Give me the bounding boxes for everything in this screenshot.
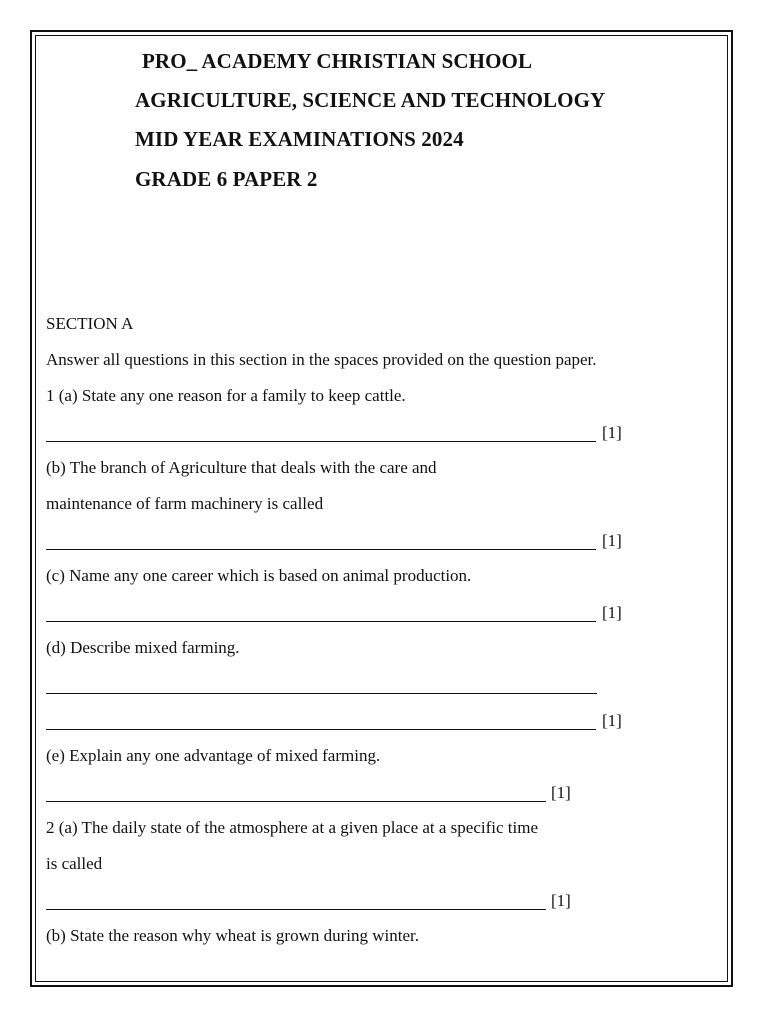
- question-1b-line1: (b) The branch of Agriculture that deals with the care and: [46, 458, 437, 477]
- marks-1a: [1]: [602, 423, 622, 442]
- answer-line-1b[interactable]: [46, 549, 596, 550]
- question-1b-line2: maintenance of farm machinery is called: [46, 494, 324, 513]
- question-1a: 1 (a) State any one reason for a family to keep cattle.: [46, 386, 406, 405]
- question-1c: (c) Name any one career which is based on animal production.: [46, 566, 472, 585]
- answer-line-1d-first[interactable]: [46, 693, 597, 694]
- exam-title: MID YEAR EXAMINATIONS 2024: [135, 127, 464, 151]
- section-title: SECTION A: [46, 314, 134, 333]
- marks-2a: [1]: [551, 891, 571, 910]
- question-2b: (b) State the reason why wheat is grown during winter.: [46, 926, 419, 945]
- question-2a-line2: is called: [46, 854, 103, 873]
- answer-line-1d-second[interactable]: [46, 729, 596, 730]
- marks-1d: [1]: [602, 711, 622, 730]
- marks-1e: [1]: [551, 783, 571, 802]
- question-2a-line1: 2 (a) The daily state of the atmosphere at a given place at a specific time: [46, 818, 539, 837]
- answer-line-1a[interactable]: [46, 441, 596, 442]
- answer-line-2a[interactable]: [46, 909, 546, 910]
- subject-title: AGRICULTURE, SCIENCE AND TECHNOLOGY: [135, 88, 606, 112]
- grade-paper: GRADE 6 PAPER 2: [135, 167, 318, 191]
- section-instruction: Answer all questions in this section in the spaces provided on the question paper.: [46, 350, 597, 369]
- marks-1c: [1]: [602, 603, 622, 622]
- answer-line-1c[interactable]: [46, 621, 596, 622]
- answer-line-1e[interactable]: [46, 801, 546, 802]
- question-1d: (d) Describe mixed farming.: [46, 638, 240, 657]
- question-1e: (e) Explain any one advantage of mixed farming.: [46, 746, 381, 765]
- school-name: PRO_ ACADEMY CHRISTIAN SCHOOL: [142, 49, 533, 73]
- marks-1b: [1]: [602, 531, 622, 550]
